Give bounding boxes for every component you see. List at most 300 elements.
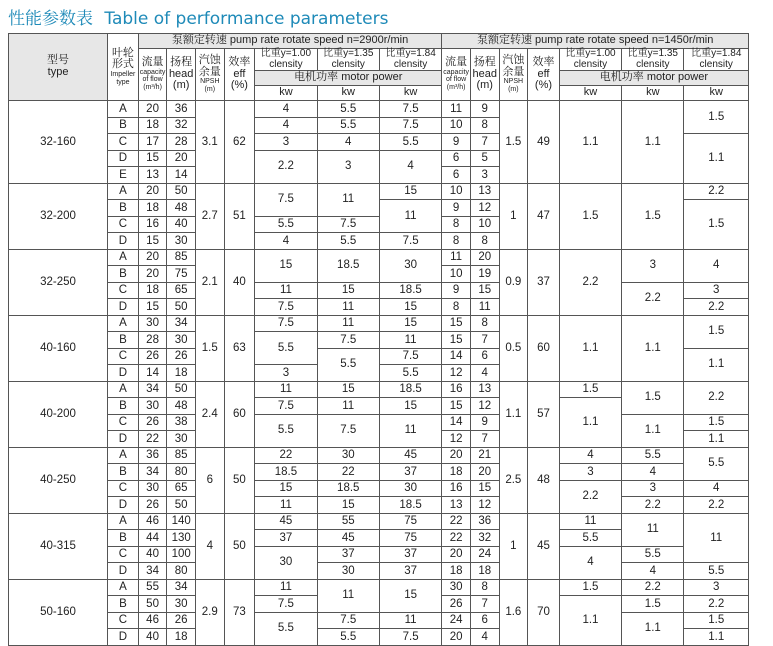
head-cell: 50 [167, 381, 196, 398]
flow-cell: 24 [442, 612, 471, 629]
impeller-cell: C [108, 348, 139, 365]
head-cell: 36 [167, 101, 196, 118]
npsh-cell: 2.5 [499, 447, 528, 513]
power-cell: 1.5 [559, 579, 621, 596]
power-cell: 3 [622, 480, 684, 497]
power-cell: 1.1 [622, 414, 684, 447]
power-cell: 1.1 [622, 612, 684, 645]
flow-cell: 30 [138, 480, 167, 497]
power-cell: 15 [379, 299, 441, 316]
flow-cell: 17 [138, 134, 167, 151]
head-cell: 20 [470, 464, 499, 481]
power-cell: 7.5 [255, 315, 317, 332]
power-cell: 1.5 [559, 183, 621, 249]
head-cell: 30 [167, 596, 196, 613]
power-cell: 11 [622, 513, 684, 546]
power-cell: 11 [317, 299, 379, 316]
table-row [9, 381, 749, 398]
flow-cell: 13 [138, 167, 167, 184]
impeller-cell: D [108, 233, 139, 250]
power-cell: 4 [684, 249, 749, 282]
head-cell: 11 [470, 299, 499, 316]
power-cell: 30 [317, 447, 379, 464]
table-row [9, 447, 749, 464]
head-cell: 65 [167, 282, 196, 299]
impeller-cell: D [108, 365, 139, 382]
model-cell: 40-160 [9, 315, 108, 381]
head-cell: 13 [470, 381, 499, 398]
flow-cell: 9 [442, 134, 471, 151]
flow-cell: 20 [138, 183, 167, 200]
head-cell: 50 [167, 183, 196, 200]
table-row [9, 612, 749, 629]
power-cell: 37 [379, 464, 441, 481]
flow-cell: 12 [442, 365, 471, 382]
head-cell: 4 [470, 629, 499, 646]
head-header-1: 扬程 head (m) [167, 49, 196, 101]
power-cell: 1.5 [559, 381, 621, 398]
impeller-cell: C [108, 612, 139, 629]
density-100-header-2: 比重y=1.00 clensity [559, 49, 621, 71]
power-cell: 4 [255, 117, 317, 134]
head-cell: 26 [167, 348, 196, 365]
power-cell: 1.5 [684, 315, 749, 348]
npsh-cell: 2.9 [195, 579, 224, 645]
head-cell: 50 [167, 299, 196, 316]
density-184-header-1: 比重y=1.84 clensity [379, 49, 441, 71]
power-cell: 45 [255, 513, 317, 530]
power-cell: 4 [622, 464, 684, 481]
model-cell: 40-250 [9, 447, 108, 513]
eff-cell: 49 [528, 101, 560, 184]
power-cell: 7.5 [379, 101, 441, 118]
power-cell: 11 [317, 183, 379, 216]
kw-header: kw [559, 86, 621, 101]
kw-header: kw [379, 86, 441, 101]
head-cell: 3 [470, 167, 499, 184]
power-cell: 7.5 [255, 299, 317, 316]
power-cell: 11 [379, 414, 441, 447]
impeller-cell: B [108, 117, 139, 134]
impeller-cell: C [108, 216, 139, 233]
head-cell: 20 [470, 249, 499, 266]
impeller-cell: A [108, 447, 139, 464]
table-row [9, 183, 749, 200]
power-cell: 30 [379, 249, 441, 282]
impeller-cell: A [108, 101, 139, 118]
flow-cell: 11 [442, 101, 471, 118]
head-cell: 7 [470, 332, 499, 349]
power-cell: 11 [317, 315, 379, 332]
head-cell: 5 [470, 150, 499, 167]
flow-header-2: 流量 capacity of flow (m³/h) [442, 49, 471, 101]
flow-cell: 10 [442, 117, 471, 134]
head-cell: 26 [167, 612, 196, 629]
density-100-header-1: 比重y=1.00 clensity [255, 49, 317, 71]
eff-cell: 60 [224, 381, 255, 447]
impeller-cell: A [108, 249, 139, 266]
flow-cell: 30 [138, 315, 167, 332]
power-cell: 1.1 [684, 348, 749, 381]
head-cell: 48 [167, 398, 196, 415]
model-header-zh: 型号 [47, 54, 70, 67]
impeller-cell: B [108, 530, 139, 547]
flow-cell: 8 [442, 216, 471, 233]
eff-cell: 70 [528, 579, 560, 645]
head-cell: 30 [167, 431, 196, 448]
model-cell: 40-200 [9, 381, 108, 447]
power-cell: 30 [317, 563, 379, 580]
table-row [9, 414, 749, 431]
npsh-cell: 1 [499, 513, 528, 579]
flow-cell: 50 [138, 596, 167, 613]
eff-cell: 60 [528, 315, 560, 381]
power-cell: 7.5 [255, 183, 317, 216]
power-cell: 3 [317, 150, 379, 183]
power-cell: 4 [622, 563, 684, 580]
impeller-cell: C [108, 282, 139, 299]
flow-cell: 40 [138, 546, 167, 563]
flow-cell: 36 [138, 447, 167, 464]
head-cell: 30 [167, 233, 196, 250]
flow-cell: 18 [138, 282, 167, 299]
flow-cell: 55 [138, 579, 167, 596]
flow-cell: 20 [442, 546, 471, 563]
head-cell: 32 [167, 117, 196, 134]
head-cell: 7 [470, 596, 499, 613]
table-row [9, 480, 749, 497]
impeller-cell: E [108, 167, 139, 184]
power-cell: 7.5 [379, 233, 441, 250]
power-cell: 7.5 [379, 348, 441, 365]
power-cell: 18.5 [379, 381, 441, 398]
head-cell: 80 [167, 563, 196, 580]
npsh-cell: 4 [195, 513, 224, 579]
power-cell: 5.5 [317, 348, 379, 381]
power-cell: 7.5 [317, 216, 379, 233]
npsh-header-2: 汽蚀余量 NPSH (m) [499, 49, 528, 101]
power-cell: 1.1 [559, 596, 621, 646]
power-cell: 18.5 [255, 464, 317, 481]
power-cell: 4 [559, 546, 621, 579]
flow-cell: 15 [138, 299, 167, 316]
table-row [9, 497, 749, 514]
eff-cell: 63 [224, 315, 255, 381]
head-header-2: 扬程 head (m) [470, 49, 499, 101]
power-cell: 2.2 [684, 183, 749, 200]
speed-1450-header: 泵额定转速 pump rate rotate speed n=1450r/min [442, 34, 749, 49]
power-cell: 1.1 [622, 315, 684, 381]
impeller-cell: B [108, 398, 139, 415]
flow-cell: 12 [442, 431, 471, 448]
power-cell: 2.2 [684, 596, 749, 613]
impeller-cell: A [108, 315, 139, 332]
power-cell: 15 [379, 579, 441, 612]
power-cell: 15 [379, 183, 441, 200]
impeller-cell: B [108, 464, 139, 481]
head-cell: 48 [167, 200, 196, 217]
impeller-cell: D [108, 563, 139, 580]
power-cell: 5.5 [255, 612, 317, 645]
power-cell: 7.5 [255, 596, 317, 613]
npsh-header-1: 汽蚀余量 NPSH (m) [195, 49, 224, 101]
flow-cell: 26 [138, 497, 167, 514]
head-cell: 9 [470, 414, 499, 431]
power-cell: 18.5 [379, 497, 441, 514]
head-cell: 75 [167, 266, 196, 283]
power-cell: 5.5 [255, 414, 317, 447]
table-row [9, 315, 749, 332]
power-cell: 11 [379, 332, 441, 349]
power-cell: 1.5 [622, 596, 684, 613]
flow-cell: 9 [442, 200, 471, 217]
npsh-cell: 2.4 [195, 381, 224, 447]
head-cell: 4 [470, 365, 499, 382]
kw-header: kw [255, 86, 317, 101]
motor-header-2: 电机功率 motor power [559, 71, 748, 86]
power-cell: 7.5 [379, 629, 441, 646]
flow-cell: 18 [138, 200, 167, 217]
power-cell: 1.1 [559, 398, 621, 448]
eff-cell: 40 [224, 249, 255, 315]
head-cell: 18 [167, 629, 196, 646]
power-cell: 37 [379, 563, 441, 580]
head-cell: 38 [167, 414, 196, 431]
impeller-cell: C [108, 134, 139, 151]
power-cell: 2.2 [622, 579, 684, 596]
head-cell: 10 [470, 216, 499, 233]
eff-cell: 62 [224, 101, 255, 184]
power-cell: 2.2 [255, 150, 317, 183]
npsh-cell: 0.5 [499, 315, 528, 381]
power-cell: 11 [317, 398, 379, 415]
head-cell: 130 [167, 530, 196, 547]
power-cell: 5.5 [255, 332, 317, 365]
flow-cell: 34 [138, 464, 167, 481]
power-cell: 3 [559, 464, 621, 481]
npsh-cell: 1.5 [499, 101, 528, 184]
head-cell: 36 [470, 513, 499, 530]
head-cell: 8 [470, 315, 499, 332]
head-cell: 50 [167, 497, 196, 514]
power-cell: 22 [317, 464, 379, 481]
power-cell: 11 [255, 381, 317, 398]
power-cell: 3 [622, 249, 684, 282]
head-cell: 13 [470, 183, 499, 200]
flow-cell: 18 [442, 464, 471, 481]
power-cell: 4 [379, 150, 441, 183]
power-cell: 30 [379, 480, 441, 497]
power-cell: 1.1 [559, 101, 621, 184]
head-cell: 65 [167, 480, 196, 497]
flow-cell: 22 [442, 530, 471, 547]
impeller-cell: B [108, 596, 139, 613]
table-row [9, 563, 749, 580]
flow-header-1: 流量 capacity of flow (m³/h) [138, 49, 167, 101]
flow-cell: 16 [442, 480, 471, 497]
density-135-header-2: 比重y=1.35 clensity [622, 49, 684, 71]
head-cell: 15 [470, 282, 499, 299]
flow-cell: 15 [442, 398, 471, 415]
impeller-cell: C [108, 414, 139, 431]
impeller-cell: C [108, 546, 139, 563]
flow-cell: 46 [138, 513, 167, 530]
npsh-cell: 2.1 [195, 249, 224, 315]
power-cell: 11 [317, 579, 379, 612]
power-cell: 1.1 [559, 315, 621, 381]
power-cell: 4 [559, 447, 621, 464]
flow-cell: 46 [138, 612, 167, 629]
speed-2900-header: 泵额定转速 pump rate rotate speed n=2900r/min [138, 34, 442, 49]
motor-header-1: 电机功率 motor power [255, 71, 442, 86]
power-cell: 15 [379, 398, 441, 415]
head-cell: 8 [470, 579, 499, 596]
head-cell: 12 [470, 200, 499, 217]
table-row [9, 249, 749, 266]
head-cell: 85 [167, 249, 196, 266]
power-cell: 15 [317, 381, 379, 398]
npsh-cell: 3.1 [195, 101, 224, 184]
flow-cell: 20 [138, 101, 167, 118]
eff-header-1: 效率 eff (%) [224, 49, 255, 101]
kw-header: kw [317, 86, 379, 101]
flow-cell: 44 [138, 530, 167, 547]
power-cell: 1.5 [684, 612, 749, 629]
power-cell: 1.5 [622, 381, 684, 414]
impeller-cell: A [108, 183, 139, 200]
npsh-cell: 2.7 [195, 183, 224, 249]
impeller-cell: C [108, 480, 139, 497]
flow-cell: 16 [138, 216, 167, 233]
eff-cell: 51 [224, 183, 255, 249]
power-cell: 1.1 [684, 431, 749, 448]
power-cell: 11 [559, 513, 621, 530]
power-cell: 2.2 [622, 497, 684, 514]
power-cell: 4 [684, 480, 749, 497]
flow-cell: 26 [138, 414, 167, 431]
flow-cell: 30 [442, 579, 471, 596]
power-cell: 2.2 [684, 381, 749, 414]
flow-cell: 26 [442, 596, 471, 613]
power-cell: 5.5 [684, 563, 749, 580]
power-cell: 2.2 [684, 299, 749, 316]
flow-cell: 26 [138, 348, 167, 365]
table-row [9, 101, 749, 118]
impeller-cell: D [108, 629, 139, 646]
flow-cell: 40 [138, 629, 167, 646]
flow-cell: 14 [442, 348, 471, 365]
power-cell: 1.5 [684, 200, 749, 250]
power-cell: 5.5 [317, 629, 379, 646]
eff-cell: 57 [528, 381, 560, 447]
power-cell: 3 [255, 134, 317, 151]
model-cell: 40-315 [9, 513, 108, 579]
power-cell: 3 [255, 365, 317, 382]
flow-cell: 6 [442, 167, 471, 184]
head-cell: 18 [470, 563, 499, 580]
impeller-header-zh: 叶轮形式 [111, 46, 134, 71]
power-cell: 7.5 [317, 612, 379, 629]
power-cell: 15 [255, 480, 317, 497]
eff-cell: 45 [528, 513, 560, 579]
performance-table [8, 33, 749, 646]
title-en: Table of performance parameters [104, 9, 389, 29]
power-cell: 2.2 [559, 249, 621, 315]
power-cell: 15 [317, 497, 379, 514]
head-cell: 24 [470, 546, 499, 563]
flow-cell: 34 [138, 563, 167, 580]
impeller-header [108, 34, 139, 101]
flow-cell: 8 [442, 299, 471, 316]
eff-cell: 48 [528, 447, 560, 513]
flow-cell: 16 [442, 381, 471, 398]
head-cell: 40 [167, 216, 196, 233]
npsh-cell: 6 [195, 447, 224, 513]
flow-cell: 15 [442, 332, 471, 349]
head-cell: 6 [470, 612, 499, 629]
power-cell: 45 [317, 530, 379, 547]
model-header-en: type [47, 66, 69, 78]
kw-header: kw [622, 86, 684, 101]
head-cell: 21 [470, 447, 499, 464]
flow-cell: 20 [442, 629, 471, 646]
flow-cell: 6 [442, 150, 471, 167]
flow-cell: 22 [442, 513, 471, 530]
page-title [8, 4, 388, 29]
head-cell: 18 [167, 365, 196, 382]
flow-cell: 14 [442, 414, 471, 431]
eff-header-2: 效率 eff (%) [528, 49, 560, 101]
flow-cell: 20 [442, 447, 471, 464]
power-cell: 1.5 [622, 183, 684, 249]
kw-header: kw [684, 86, 749, 101]
table-row [9, 579, 749, 596]
head-cell: 34 [167, 315, 196, 332]
power-cell: 3 [684, 579, 749, 596]
power-cell: 11 [255, 282, 317, 299]
head-cell: 14 [167, 167, 196, 184]
power-cell: 18.5 [317, 480, 379, 497]
power-cell: 37 [379, 546, 441, 563]
power-cell: 37 [255, 530, 317, 547]
impeller-cell: D [108, 150, 139, 167]
power-cell: 7.5 [317, 414, 379, 447]
table-row [9, 464, 749, 481]
head-cell: 30 [167, 332, 196, 349]
power-cell: 5.5 [622, 546, 684, 563]
flow-cell: 14 [138, 365, 167, 382]
power-cell: 22 [255, 447, 317, 464]
flow-cell: 30 [138, 398, 167, 415]
model-header [9, 34, 108, 101]
flow-cell: 13 [442, 497, 471, 514]
power-cell: 75 [379, 513, 441, 530]
power-cell: 4 [255, 101, 317, 118]
impeller-cell: B [108, 266, 139, 283]
impeller-cell: D [108, 497, 139, 514]
head-cell: 8 [470, 117, 499, 134]
power-cell: 5.5 [317, 233, 379, 250]
power-cell: 15 [379, 315, 441, 332]
head-cell: 32 [470, 530, 499, 547]
power-cell: 1.1 [622, 101, 684, 184]
flow-cell: 18 [138, 117, 167, 134]
power-cell: 5.5 [317, 101, 379, 118]
head-cell: 9 [470, 101, 499, 118]
power-cell: 11 [379, 612, 441, 629]
power-cell: 18.5 [317, 249, 379, 282]
density-184-header-2: 比重y=1.84 clensity [684, 49, 749, 71]
